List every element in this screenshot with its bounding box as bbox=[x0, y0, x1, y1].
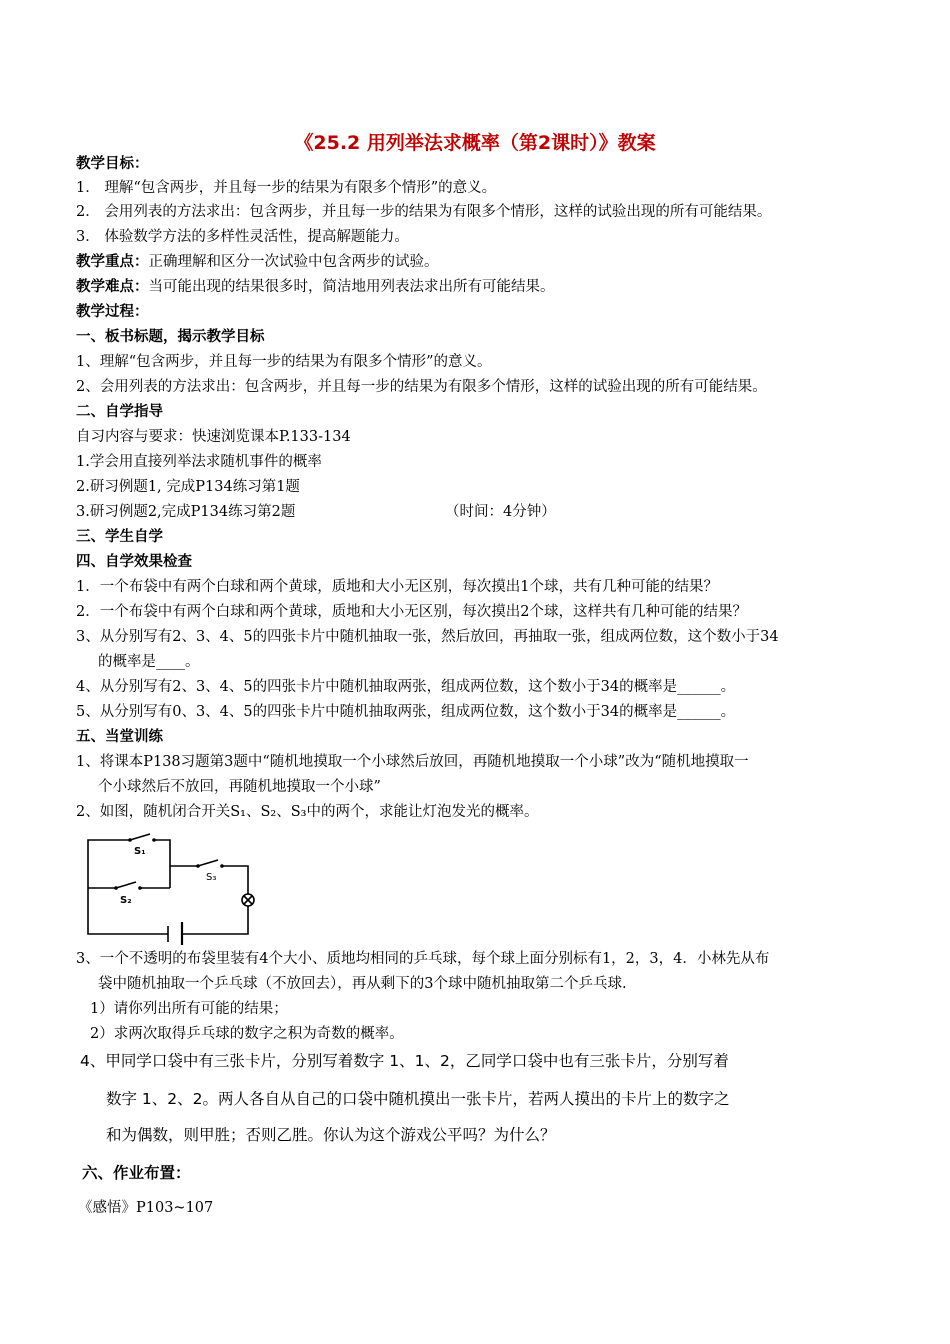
objective-item: 1． 理解“包含两步，并且每一步的结果为有限多个情形”的意义。 bbox=[76, 180, 497, 196]
section5-q3-line: 3、一个不透明的布袋里装有4个大小、质地均相同的乒乓球，每个球上面分别标有1，2，3，4．小林先从布 bbox=[76, 951, 770, 967]
section3-heading: 三、学生自学 bbox=[76, 529, 163, 545]
difficulty-line bbox=[76, 278, 555, 296]
section5-q4-line: 和为偶数，则甲胜；否则乙胜。你认为这个游戏公平吗？为什么？ bbox=[106, 1126, 556, 1144]
section2-heading: 二、自学指导 bbox=[76, 404, 163, 420]
key-point-line bbox=[76, 253, 439, 271]
section5-line: 个小球然后不放回，再随机地摸取一个小球” bbox=[98, 779, 381, 795]
section5-q3-line: 2）求两次取得乒乓球的数字之积为奇数的概率。 bbox=[90, 1026, 404, 1042]
section2-item: 1.学会用直接列举法求随机事件的概率 bbox=[76, 454, 322, 470]
section4-line: 的概率是____。 bbox=[98, 654, 200, 670]
section5-q4-line: 4、甲同学口袋中有三张卡片，分别写着数字 1、1、2，乙同学口袋中也有三张卡片，分别写着 bbox=[80, 1052, 729, 1070]
section6-text: 《感悟》P103~107 bbox=[78, 1200, 214, 1216]
objective-item: 2． 会用列表的方法求出：包含两步，并且每一步的结果为有限多个情形，这样的试验出现的所有可能结果。 bbox=[76, 204, 772, 220]
switch-s2-label: S₂ bbox=[120, 895, 132, 906]
section2-intro: 自习内容与要求：快速浏览课本P.133-134 bbox=[76, 429, 351, 445]
difficulty-text: 当可能出现的结果很多时，简洁地用列表法求出所有可能结果。 bbox=[148, 279, 555, 295]
process-heading: 教学过程： bbox=[76, 304, 149, 320]
key-point-text: 正确理解和区分一次试验中包含两步的试验。 bbox=[148, 254, 439, 270]
section4-heading: 四、自学效果检查 bbox=[76, 554, 192, 570]
objectives-heading: 教学目标： bbox=[76, 156, 149, 172]
section1-item: 2、会用列表的方法求出：包含两步，并且每一步的结果为有限多个情形，这样的试验出现的所有可能结果。 bbox=[76, 379, 767, 395]
section6-heading: 六、作业布置： bbox=[82, 1164, 191, 1182]
section2-item: 3.研习例题2,完成P134练习第2题 bbox=[76, 504, 296, 520]
difficulty-label: 教学难点： bbox=[76, 279, 149, 295]
section4-line: 5、从分别写有0、3、4、5的四张卡片中随机抽取两张，组成两位数，这个数小于34的概率是______。 bbox=[76, 704, 736, 720]
section5-q3-line: 袋中随机抽取一个乒乓球（不放回去），再从剩下的3个球中随机抽取第二个乒乓球. bbox=[98, 976, 627, 992]
circuit-diagram bbox=[78, 830, 278, 945]
section4-line: 3、从分别写有2、3、4、5的四张卡片中随机抽取一张，然后放回，再抽取一张，组成两位数，这个数小于34 bbox=[76, 629, 779, 645]
switch-s1-label: S₁ bbox=[134, 846, 146, 857]
section2-item: 2.研习例题1, 完成P134练习第1题 bbox=[76, 479, 300, 495]
section5-heading: 五、当堂训练 bbox=[76, 729, 163, 745]
section4-line: 2．一个布袋中有两个白球和两个黄球，质地和大小无区别，每次摸出2个球，这样共有几种可能的结果？ bbox=[76, 604, 747, 620]
section1-item: 1、理解“包含两步，并且每一步的结果为有限多个情形”的意义。 bbox=[76, 354, 492, 370]
switch-s3-label: S₃ bbox=[206, 872, 217, 883]
section4-line: 1．一个布袋中有两个白球和两个黄球，质地和大小无区别，每次摸出1个球，共有几种可能的结果？ bbox=[76, 579, 718, 595]
section5-q3-line: 1）请你列出所有可能的结果； bbox=[90, 1001, 288, 1017]
section1-heading: 一、板书标题，揭示教学目标 bbox=[76, 329, 265, 345]
section5-q4-line: 数字 1、2、2。两人各自从自己的口袋中随机摸出一张卡片，若两人摸出的卡片上的数字之 bbox=[106, 1090, 730, 1108]
section5-line: 1、将课本P138习题第3题中“随机地摸取一个小球然后放回，再随机地摸取一个小球”改为“随机地摸取一 bbox=[76, 754, 749, 770]
objective-item: 3． 体验数学方法的多样性灵活性，提高解题能力。 bbox=[76, 229, 409, 245]
section4-line: 4、从分别写有2、3、4、5的四张卡片中随机抽取两张，组成两位数，这个数小于34的概率是______。 bbox=[76, 679, 736, 695]
section5-line: 2、如图，随机闭合开关S₁、S₂、S₃中的两个，求能让灯泡发光的概率。 bbox=[76, 804, 539, 820]
section2-time: （时间：4分钟） bbox=[445, 504, 556, 520]
document-title: 《25.2 用列举法求概率（第2课时）》教案 bbox=[294, 132, 656, 154]
key-point-label: 教学重点： bbox=[76, 254, 149, 270]
